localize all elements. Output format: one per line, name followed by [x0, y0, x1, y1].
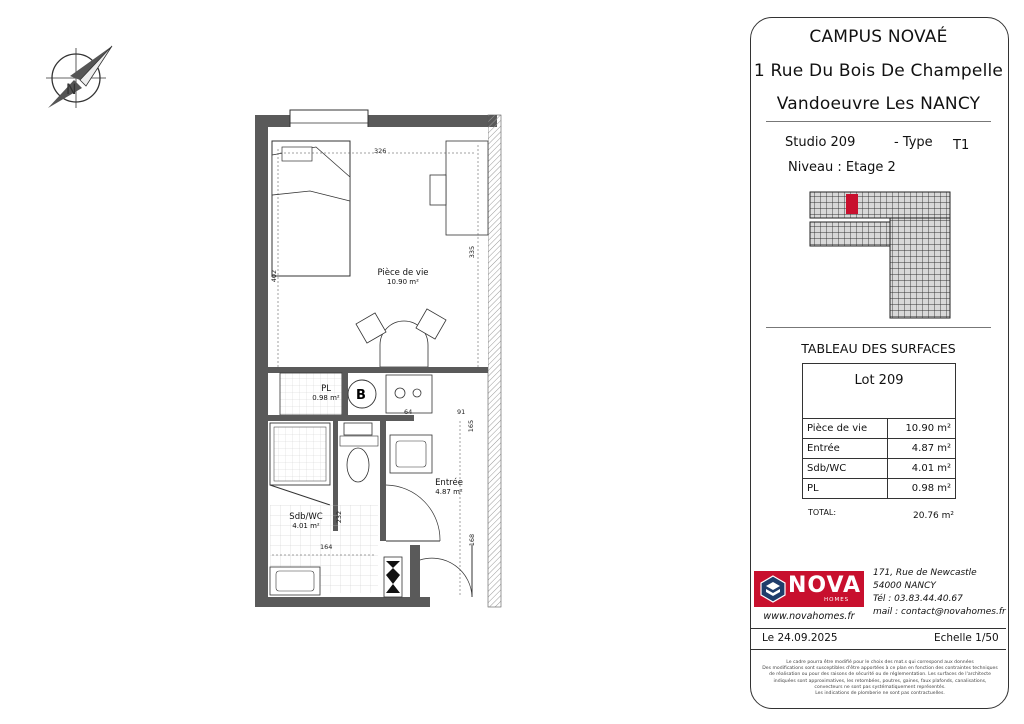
legal-line: Des modifications sont susceptibles d'être apportées à ce plan en fonction des contraintes techniques: [762, 666, 998, 672]
plan-date: Le 24.09.2025: [762, 632, 838, 644]
company-street: 171, Rue de Newcastle: [873, 568, 977, 578]
type-value: T1: [953, 138, 970, 153]
project-title: CAMPUS NOVAÉ: [809, 27, 948, 47]
dimension-label: 326: [374, 147, 387, 155]
key-plan-thumbnail: [808, 190, 954, 320]
legal-line: Les indications de plomberie ne sont pas contractuelles.: [815, 691, 945, 697]
surface-value: 4.87 m²: [888, 439, 956, 459]
project-city: Vandoeuvre Les NANCY: [776, 94, 981, 114]
lot-number: Lot 209: [854, 373, 904, 388]
divider: [751, 628, 1006, 629]
level-label: Niveau : Etage 2: [788, 160, 896, 175]
divider: [766, 121, 991, 122]
surface-label: Entrée: [803, 439, 888, 459]
table-row: [803, 439, 956, 459]
dimension-label: 91: [457, 408, 466, 416]
surface-label: Pièce de vie: [803, 419, 888, 439]
dimension-label: 402: [270, 269, 279, 283]
room-label-sdb: [282, 512, 330, 531]
divider: [751, 649, 1006, 650]
surface-label: Sdb/WC: [803, 459, 888, 479]
company-mail[interactable]: mail : contact@novahomes.fr: [873, 607, 1006, 617]
room-name: Entrée: [435, 478, 463, 488]
dimension-label: 335: [468, 245, 477, 259]
company-phone: Tél : 03.83.44.40.67: [873, 594, 963, 604]
room-label-living: [368, 268, 438, 287]
room-name: PL: [321, 384, 331, 394]
legal-line: de réalisation ou pour des raisons de sécurité ou de réglementation. Les surfaces de l'architecte: [769, 672, 991, 678]
legal-notice: [760, 660, 1000, 697]
room-area: 0.98 m²: [312, 394, 340, 403]
total-value: 20.76 m²: [913, 511, 955, 521]
surfaces-table: [802, 418, 956, 499]
table-row: [803, 459, 956, 479]
plan-scale: Echelle 1/50: [934, 632, 999, 644]
surface-value: 10.90 m²: [888, 419, 956, 439]
dimension-label: 164: [320, 543, 333, 551]
logo-sub: HOMES: [824, 597, 850, 603]
company-website[interactable]: www.novahomes.fr: [763, 611, 855, 622]
room-name: Sdb/WC: [289, 512, 323, 522]
surface-value: 4.01 m²: [888, 459, 956, 479]
surface-value: 0.98 m²: [888, 479, 956, 499]
dimension-label: 232: [335, 510, 344, 524]
lot-header: [802, 363, 956, 419]
surfaces-title: TABLEAU DES SURFACES: [801, 341, 956, 356]
project-address: 1 Rue Du Bois De Champelle: [753, 61, 1004, 81]
logo-mark-icon: [760, 575, 786, 603]
room-name: Pièce de vie: [377, 268, 429, 278]
dimension-label: 165: [467, 419, 476, 433]
room-area: 4.01 m²: [292, 522, 320, 531]
total-label: TOTAL:: [808, 508, 837, 517]
room-area: 10.90 m²: [387, 278, 419, 287]
legal-line: Le cadre pourra être modifié pour le choix des mat.s qui correspond aux données: [786, 660, 974, 665]
type-label: - Type: [894, 135, 933, 150]
room-label-pl: [306, 384, 346, 403]
room-label-entree: [428, 478, 470, 497]
north-arrow-icon: [40, 40, 120, 114]
dimension-label: 168: [468, 533, 477, 547]
company-contact: [873, 567, 1006, 619]
floor-plan: [250, 105, 505, 615]
room-area: 4.87 m²: [435, 488, 463, 497]
table-row: [803, 479, 956, 499]
company-postcode: 54000 NANCY: [873, 581, 936, 591]
dimension-label: 64: [404, 408, 413, 416]
studio-label: Studio 209: [785, 135, 856, 150]
logo-text: NOVA: [788, 573, 862, 598]
divider: [766, 327, 991, 328]
svg-text:B: B: [356, 388, 366, 403]
table-row: [803, 419, 956, 439]
legal-line: indiquées sont approximatives, les retombées, poutres, gaines, faux plafonds, canalisations,: [773, 678, 987, 684]
company-logo: [754, 571, 864, 607]
surface-label: PL: [803, 479, 888, 499]
svg-text:N: N: [66, 82, 77, 98]
legal-line: convecteurs ne sont pas systématiquement représentés.: [814, 684, 946, 690]
